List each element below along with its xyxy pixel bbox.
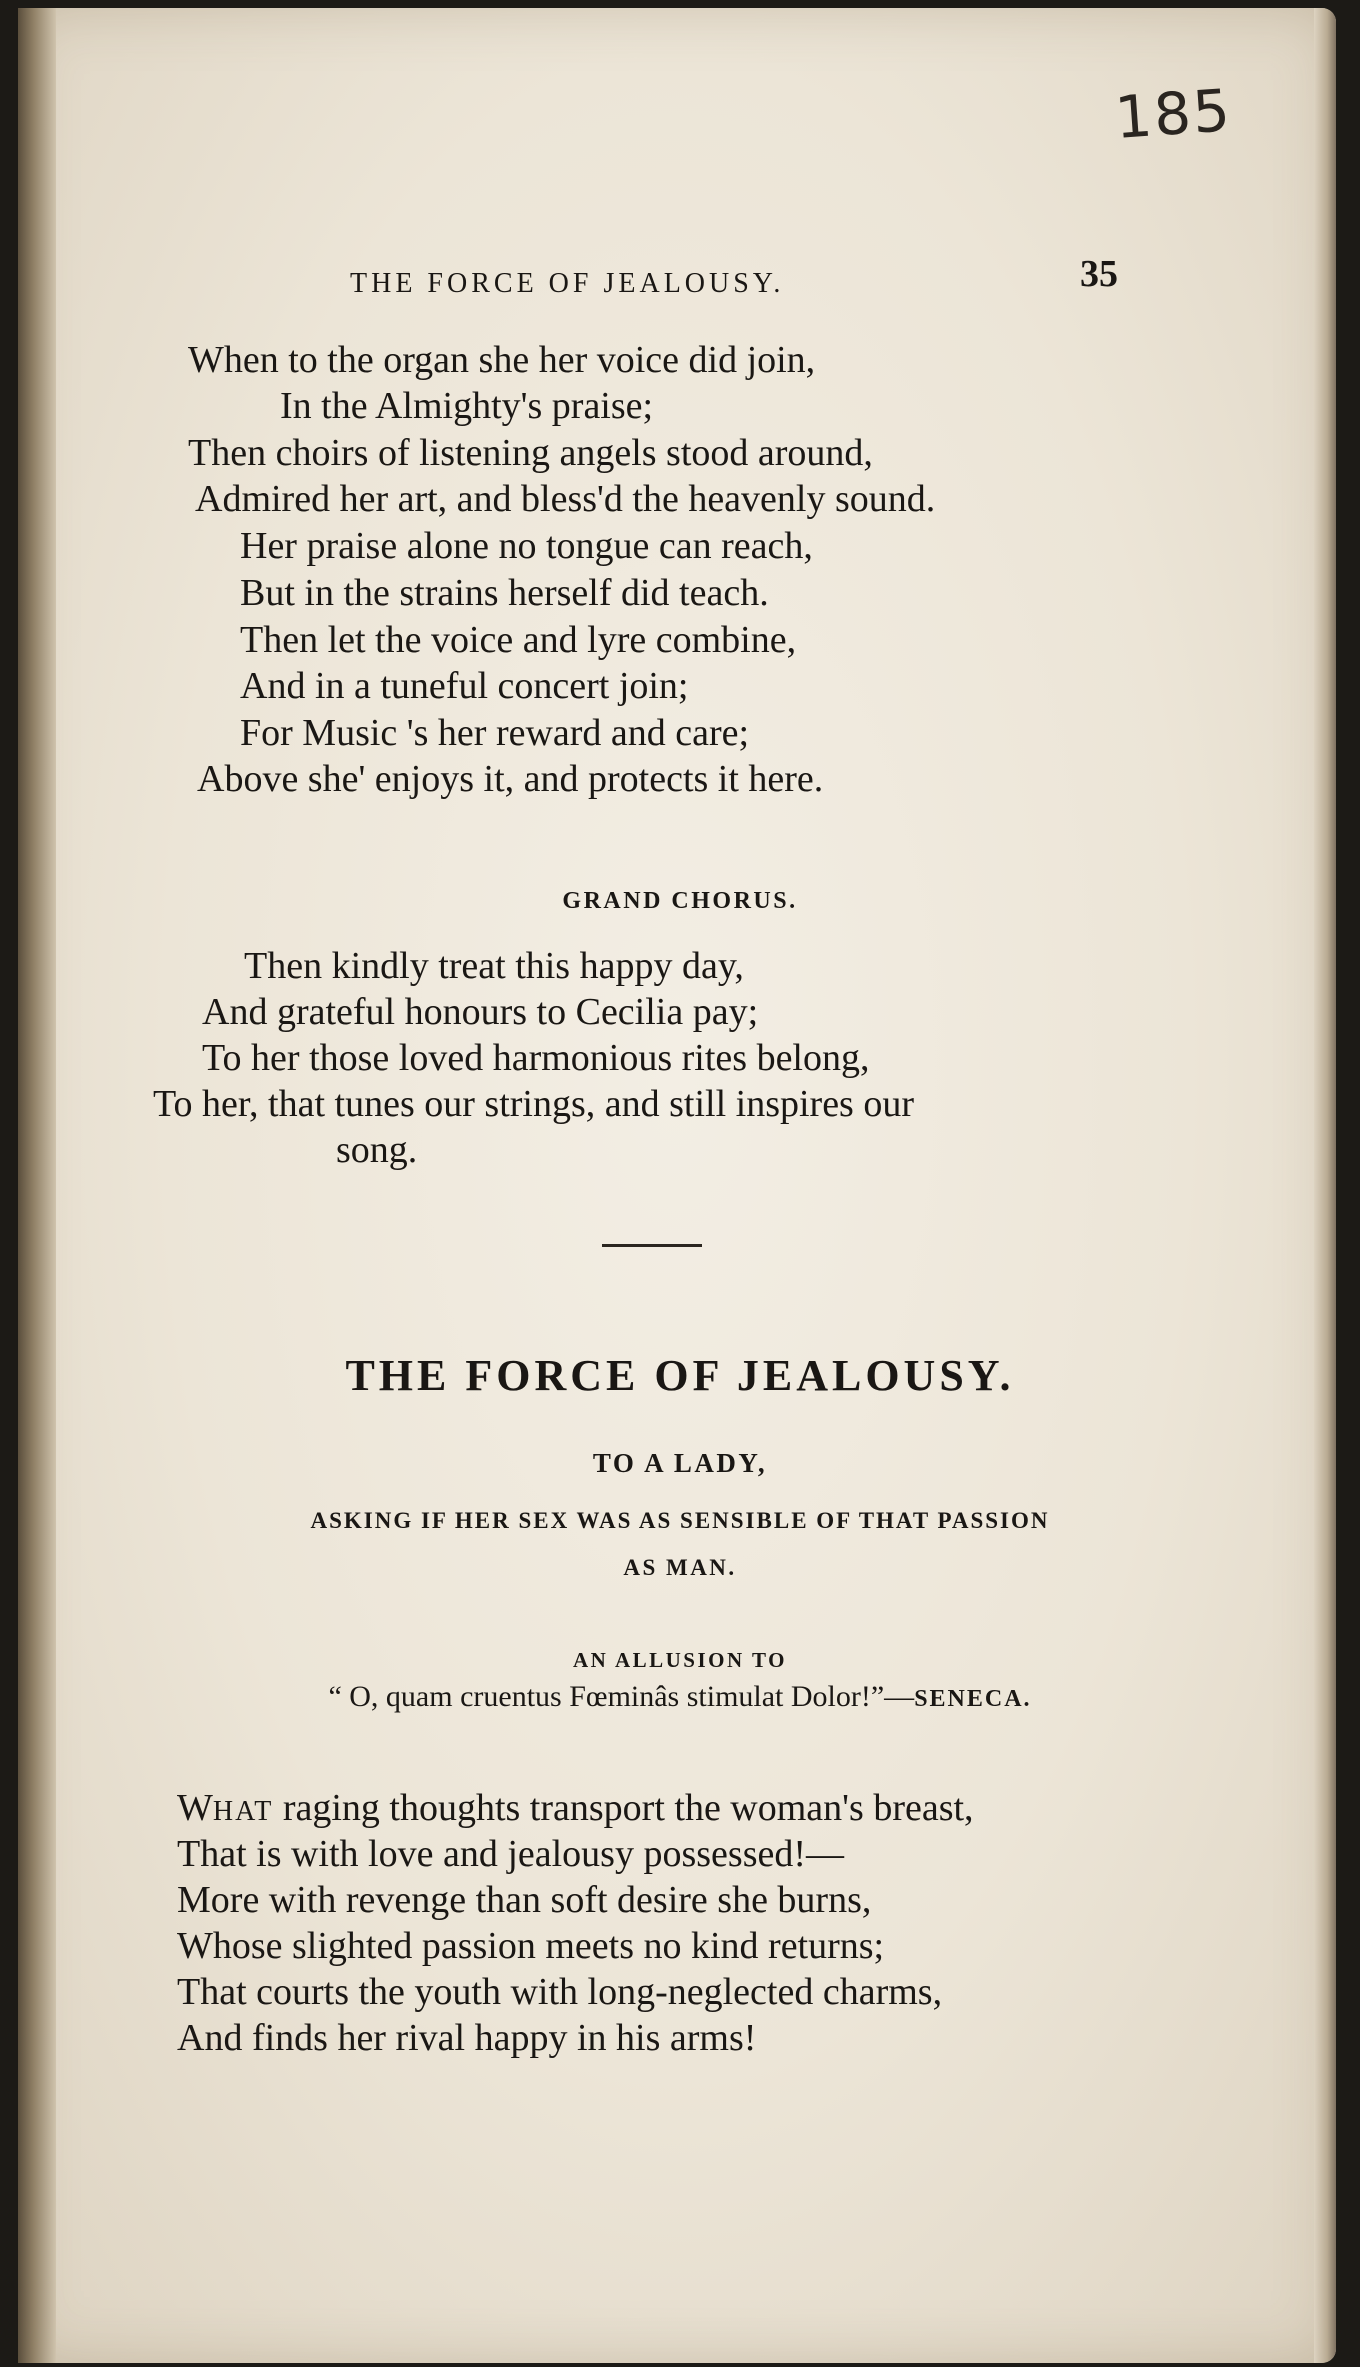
epigraph-author: SENECA.: [914, 1686, 1032, 1712]
verse-line: Then let the voice and lyre combine,: [240, 619, 797, 661]
running-head: THE FORCE OF JEALOUSY.: [350, 268, 785, 299]
verse-line: And grateful honours to Cecilia pay;: [202, 991, 759, 1033]
epigraph: [0, 1680, 1360, 1714]
first-word-smallcaps: HAT: [212, 1796, 274, 1827]
verse-line: And finds her rival happy in his arms!: [177, 2017, 757, 2059]
verse-line: And in a tuneful concert join;: [240, 665, 689, 707]
verse-line-first: [177, 1785, 974, 1835]
handwritten-folio-number: 185: [1112, 76, 1234, 152]
verse-line: More with revenge than soft desire she burns,: [177, 1879, 872, 1921]
verse-line: That is with love and jealousy possessed!—: [177, 1833, 845, 1875]
poem-title: THE FORCE OF JEALOUSY.: [345, 1351, 1015, 1400]
subtitle-line-1: ASKING IF HER SEX WAS AS SENSIBLE OF THAT PASSION: [310, 1508, 1050, 1533]
verse-line: Then kindly treat this happy day,: [244, 945, 744, 987]
verse-line: For Music 's her reward and care;: [240, 712, 750, 754]
page-number: 35: [1080, 253, 1118, 295]
first-line-text: raging thoughts transport the woman's breast,: [273, 1787, 974, 1829]
page-edge: [1314, 8, 1336, 2363]
subtitle-line-2: AS MAN.: [623, 1555, 737, 1580]
verse-line: But in the strains herself did teach.: [240, 572, 769, 614]
verse-line: song.: [336, 1129, 418, 1171]
epigraph-text: “ O, quam cruentus Fœminâs stimulat Dolor!”—: [328, 1680, 915, 1713]
verse-line: Admired her art, and bless'd the heavenly sound.: [195, 478, 936, 520]
book-spine: [18, 8, 56, 2363]
verse-line: When to the organ she her voice did join,: [188, 339, 816, 381]
verse-line: Whose slighted passion meets no kind returns;: [177, 1925, 885, 1967]
section-divider: [602, 1244, 702, 1247]
verse-line: Her praise alone no tongue can reach,: [240, 525, 813, 567]
verse-line: Above she' enjoys it, and protects it here.: [197, 758, 824, 800]
verse-line: Then choirs of listening angels stood around,: [188, 432, 873, 474]
verse-line: To her, that tunes our strings, and still inspires our: [153, 1083, 915, 1125]
drop-initial: W: [177, 1787, 213, 1829]
verse-line: To her those loved harmonious rites belong,: [202, 1037, 870, 1079]
allusion-heading: AN ALLUSION TO: [573, 1648, 787, 1672]
dedication: TO A LADY,: [592, 1448, 768, 1478]
verse-line: In the Almighty's praise;: [280, 385, 654, 427]
verse-line: That courts the youth with long-neglected charms,: [177, 1971, 943, 2013]
chorus-heading: GRAND CHORUS.: [562, 888, 798, 914]
